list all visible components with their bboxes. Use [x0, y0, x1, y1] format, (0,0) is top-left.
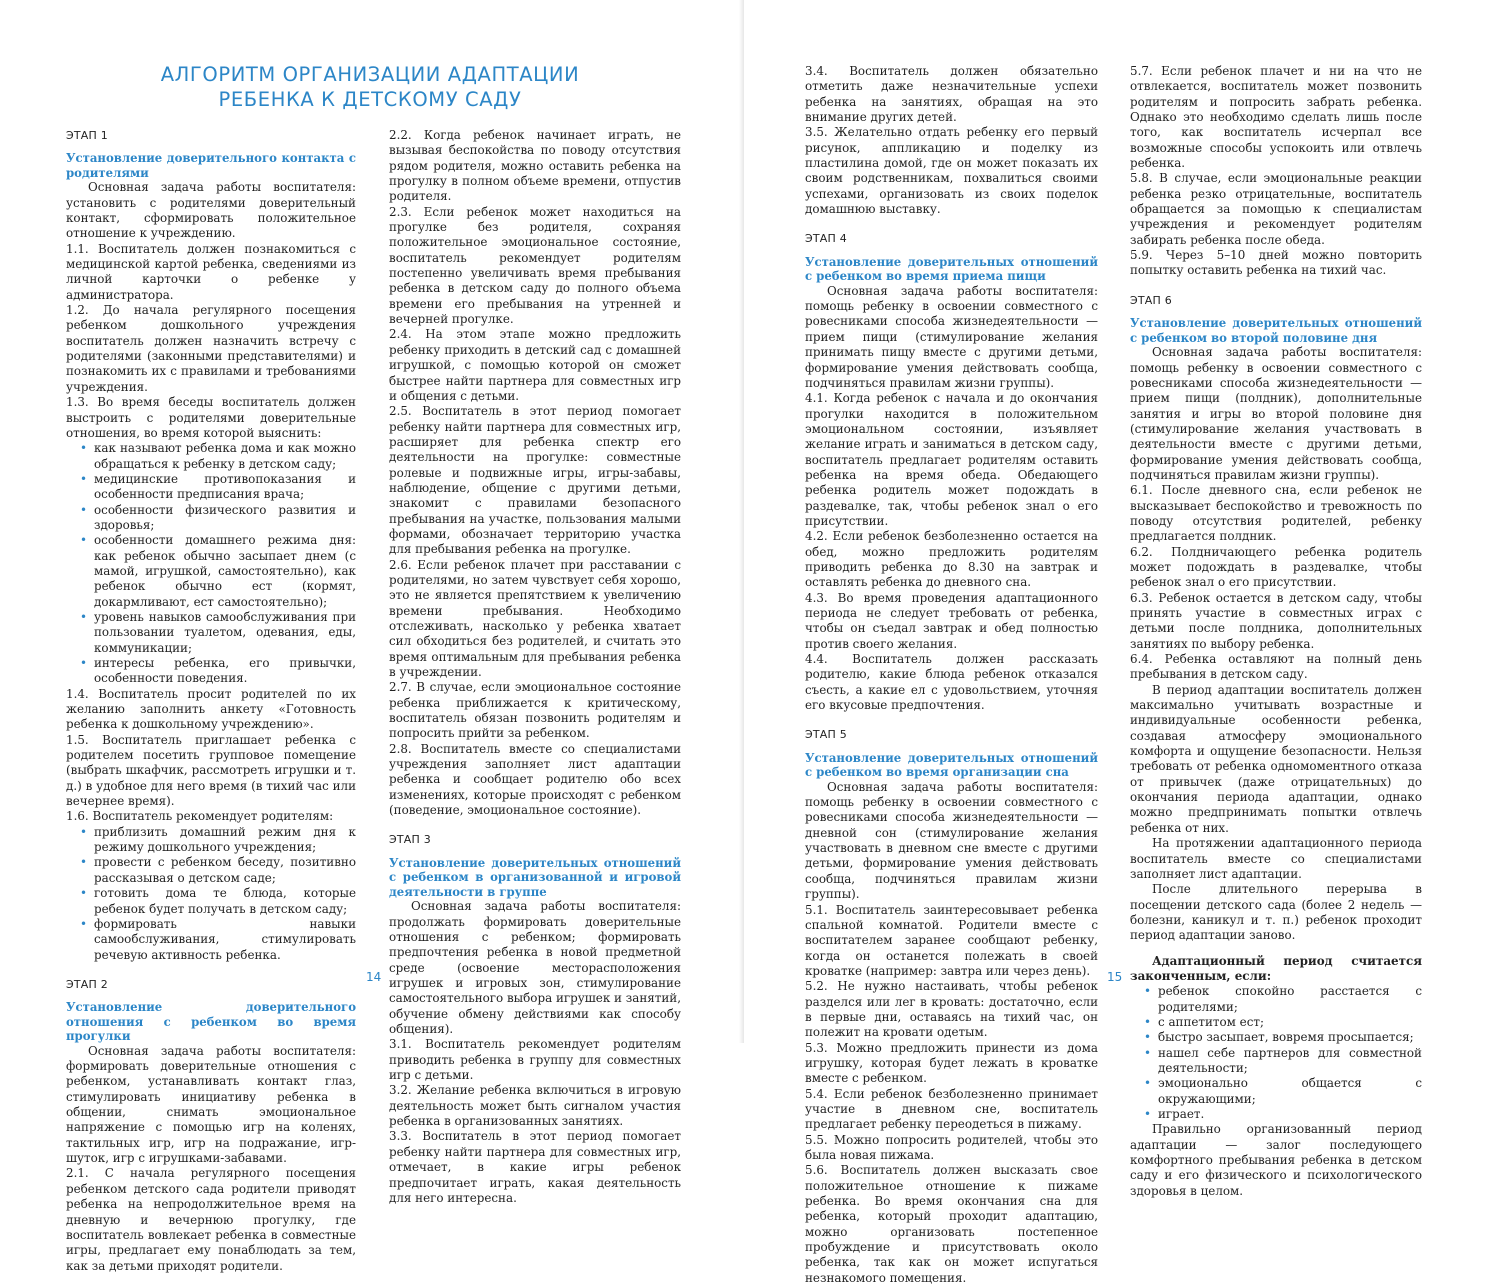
paragraph: 4.4. Воспитатель должен рассказать родителю, какие блюда ребенок отказался съесть, а какие ел с удовольствием, уточняя его вкусовые предпочтения. [805, 652, 1098, 713]
column-2 [389, 128, 681, 1206]
stage-2-intro: Основная задача работы воспитателя: формировать доверительные отношения с ребенком, устанавливать контакт глаз, стимулировать инициативу ребенка в общении, снимать эмоциональное напряжение с помощью игр на коленях, тактильных игр, игр на подражание, игр-шуток, игр с игрушками-забавами. [66, 1043, 356, 1166]
paragraph: 5.5. Можно попросить родителей, чтобы это была новая пижама. [805, 1132, 1098, 1162]
list-item: • с аппетитом ест; [1158, 1015, 1422, 1030]
stage-1-intro: Основная задача работы воспитателя: установить с родителями доверительный контакт, сформировать положительное отношение к учреждению. [66, 180, 356, 241]
paragraph: 1.5. Воспитатель приглашает ребенка с родителем посетить групповое помещение (выбрать шкафчик, рассмотреть игрушки и т. д.) в удобное для него время (в тихий час или вечернее время). [66, 732, 356, 809]
paragraph: 5.6. Воспитатель должен высказать свое положительное отношение к пижаме ребенка. Во время окончания сна для ребенка, который проходит адаптацию, можно организовать постепенное пробуждение и присутствовать около ребенка, так как он может испугаться незнакомого помещения. [805, 1163, 1098, 1285]
list-item: • провести с ребенком беседу, позитивно рассказывая о детском саде; [94, 855, 356, 886]
page-right [744, 0, 1487, 1285]
paragraph: 3.4. Воспитатель должен обязательно отметить даже незначительные успехи ребенка на занятиях, обращая на это внимание других детей. [805, 64, 1098, 125]
stage-2-label: ЭТАП 2 [66, 977, 108, 991]
paragraph: 4.1. Когда ребенок с начала и до окончания прогулки находится в положительном эмоциональном состоянии, изъявляет желание играть и заниматься в детском саду, воспитатель предлагает родителям оставить ребенка на время обеда. Обедающего ребенка родитель может подождать в раздевалке, так, чтобы ребенок знал о его присутствии. [805, 391, 1098, 528]
stage-4-intro: Основная задача работы воспитателя: помощь ребенку в освоении совместного с ровесниками способа жизнедеятельности — прием пищи (стимулирование желания принимать пищу вместе с другими детьми, формирование умения действовать сообща, подчиняться правилам жизни группы). [805, 283, 1098, 390]
paragraph: 5.8. В случае, если эмоциональные реакции ребенка резко отрицательные, воспитатель обращается за помощью к специалистам учреждения и рекомендует родителям забирать ребенка после обеда. [1130, 171, 1422, 247]
list-item: • готовить дома те блюда, которые ребенок будет получать в детском саду; [94, 886, 356, 917]
paragraph: 1.4. Воспитатель просит родителей по их желанию заполнить анкету «Готовность ребенка к дошкольному учреждению». [66, 686, 356, 732]
paragraph: 6.3. Ребенок остается в детском саду, чтобы принять участие в совместных играх с детьми после полдника, дополнительных занятиях по выбору ребенка. [1130, 590, 1422, 651]
paragraph: 2.7. В случае, если эмоциональное состояние ребенка приближается к критическому, воспитатель обязан позвонить родителям и попросить прийти за ребенком. [389, 680, 681, 741]
column-1 [66, 128, 356, 1274]
completion-criteria-list [1130, 984, 1422, 1122]
stage-3-intro: Основная задача работы воспитателя: продолжать формировать доверительные отношения с ребенком; формировать предпочтения ребенка в новой предметной среде (освоение месторасположения игрушек и игровых зон, стимулирование самостоятельного выбора игрушек и занятий, обучение обмену действиями как способу общения). [389, 899, 681, 1037]
stage-6-heading: Установление доверительных отношений с ребенком во второй половине дня [1130, 316, 1422, 345]
stage-4-label: ЭТАП 4 [805, 232, 847, 246]
column-4 [1130, 64, 1422, 1199]
paragraph: 5.2. Не нужно настаивать, чтобы ребенок разделся или лег в кровать: достаточно, если в первые дни, оставаясь на тихий час, он полежит на кровати одетым. [805, 979, 1098, 1040]
paragraph: 1.2. До начала регулярного посещения ребенком дошкольного учреждения воспитатель должен назначить встречу с родителями (законными представителями) и познакомить их с правилами и требованиями учреждения. [66, 303, 356, 394]
paragraph: 3.5. Желательно отдать ребенку его первый рисунок, аппликацию и поделку из пластилина домой, где он может показать их своим родственникам, похвалиться своими успехами, организовать из своих поделок домашнюю выставку. [805, 125, 1098, 217]
list-item: • ребенок спокойно расстается с родителями; [1158, 984, 1422, 1015]
paragraph: 4.2. Если ребенок безболезненно остается на обед, можно предложить родителям приводить ребенка до 8.30 на завтрак и оставлять ребенка до дневного сна. [805, 529, 1098, 590]
page-title [70, 62, 670, 112]
title-line-1: АЛГОРИТМ ОРГАНИЗАЦИИ АДАПТАЦИИ [160, 63, 580, 86]
paragraph: 3.3. Воспитатель в этот период помогает ребенку найти партнера для совместных игр, отмечает, в какие игры ребенок предпочитает играть, какая деятельность для него интересна. [389, 1129, 681, 1205]
stage-6-label: ЭТАП 6 [1130, 293, 1172, 307]
paragraph: 5.3. Можно предложить принести из дома игрушку, которая будет лежать в кроватке вместе с ребенком. [805, 1040, 1098, 1086]
paragraph: На протяжении адаптационного периода воспитатель вместе со специалистами заполняет лист адаптации. [1130, 836, 1422, 881]
paragraph: 3.2. Желание ребенка включиться в игровую деятельность может быть сигналом участия ребенка в организованных занятиях. [389, 1083, 681, 1129]
list-item: • уровень навыков самообслуживания при пользовании туалетом, одевания, еды, коммуникации; [94, 610, 356, 656]
list-item: • нашел себе партнеров для совместной деятельности; [1158, 1046, 1422, 1077]
paragraph: 1.3. Во время беседы воспитатель должен выстроить с родителями доверительные отношения, во время которой выяснить: [66, 395, 356, 440]
paragraph: В период адаптации воспитатель должен максимально учитывать возрастные и индивидуальные особенности ребенка, создавая атмосферу эмоционального комфорта и ощущение безопасности. Нельзя требовать от ребенка одномоментного отказа от привычек (даже отрицательных) до окончания периода адаптации, однако можно предпринимать попытки отвлечь ребенка от них. [1130, 682, 1422, 835]
stage-5-heading: Установление доверительных отношений с ребенком во время организации сна [805, 750, 1098, 780]
paragraph: 2.8. Воспитатель вместе со специалистами учреждения заполняет лист адаптации ребенка и сообщает родителю обо всех изменениях, которые происходят с ребенком (поведение, эмоциональное состояние). [389, 741, 681, 818]
stage-1-heading: Установление доверительного контакта с родителями [66, 151, 356, 180]
paragraph: 2.6. Если ребенок плачет при расставании с родителями, но затем чувствует себя хорошо, это не является препятствием к увеличению времени пребывания. Необходимо отслеживать, насколько у ребенка хватает сил обходиться без родителей, и считать это время оптимальным для пребывания ребенка в учреждении. [389, 557, 681, 680]
paragraph: 5.1. Воспитатель заинтересовывает ребенка спальной комнатой. Родители вместе с воспитателем заранее сообщают ребенку, когда он останется полежать в своей кроватке (например: завтра или через день). [805, 902, 1098, 978]
paragraph: 1.1. Воспитатель должен познакомиться с медицинской картой ребенка, сведениями из личной карточки о ребенке у администратора. [66, 241, 356, 302]
title-line-2: РЕБЕНКА К ДЕТСКОМУ САДУ [218, 88, 522, 111]
page-number-right: 15 [1107, 970, 1123, 984]
paragraph: Правильно организованный период адаптации — залог последующего комфортного пребывания ребенка в детском саду и его физического и психологического здоровья в целом. [1130, 1122, 1422, 1198]
paragraph: 4.3. Во время проведения адаптационного периода не следует требовать от ребенка, чтобы он съедал завтрак и обед полностью против своего желания. [805, 590, 1098, 651]
list-item: • играет. [1158, 1107, 1422, 1122]
paragraph: 6.1. После дневного сна, если ребенок не высказывает беспокойство и тревожность по поводу отсутствия родителей, ребенку предлагается полдник. [1130, 483, 1422, 544]
stage-3-heading: Установление доверительных отношений с ребенком в организованной и игровой деятельности в группе [389, 855, 681, 899]
paragraph: 5.4. Если ребенок безболезненно принимает участие в дневном сне, воспитатель предлагает ребенку переодеться в пижаму. [805, 1086, 1098, 1132]
list-item: • быстро засыпает, вовремя просыпается; [1158, 1030, 1422, 1045]
stage-3-label: ЭТАП 3 [389, 833, 431, 847]
stage-2-heading: Установление доверительного отношения с ребенком во время прогулки [66, 1000, 356, 1044]
paragraph: 2.1. С начала регулярного посещения ребенком детского сада родители приводят ребенка на непродолжительное время на дневную и вечернюю прогулку, где воспитатель вовлекает ребенка в совместные игры, предлагает ему понаблюдать за тем, как за детьми приходят родители. [66, 1166, 356, 1273]
list-item: • как называют ребенка дома и как можно обращаться к ребенку в детском саду; [94, 441, 356, 472]
paragraph: 2.3. Если ребенок может находиться на прогулке без родителя, сохраняя положительное эмоциональное состояние, воспитатель рекомендует родителям постепенно увеличивать время пребывания ребенка в детском саду до полного объема времени его пребывания на утренней и вечерней прогулке. [389, 204, 681, 327]
paragraph: После длительного перерыва в посещении детского сада (более 2 недель — болезни, каникул и т. п.) ребенок проходит период адаптации заново. [1130, 882, 1422, 943]
paragraph: 3.1. Воспитатель рекомендует родителям приводить ребенка в группу для совместных игр с детьми. [389, 1037, 681, 1083]
list-item: • медицинские противопоказания и особенности предписания врача; [94, 472, 356, 503]
completion-criteria-heading: Адаптационный период считается законченным, если: [1130, 953, 1422, 983]
paragraph: 6.4. Ребенка оставляют на полный день пребывания в детском саду. [1130, 652, 1422, 682]
paragraph: 5.9. Через 5–10 дней можно повторить попытку оставить ребенка на тихий час. [1130, 248, 1422, 278]
column-3 [805, 64, 1098, 1286]
list-item: • интересы ребенка, его привычки, особенности поведения. [94, 656, 356, 687]
stage-6-intro: Основная задача работы воспитателя: помощь ребенку в освоении совместного с ровесниками способа жизнедеятельности — прием пищи (полдник), дополнительные занятия и игры во второй половине дня (стимулирование желания участвовать в деятельности вместе с другими детьми, формирование умения действовать сообща, подчиняться правилам жизни группы). [1130, 345, 1422, 482]
paragraph: 6.2. Полдничающего ребенка родитель может подождать в раздевалке, чтобы ребенок знал о его присутствии. [1130, 544, 1422, 590]
page-left [0, 0, 743, 1273]
paragraph: 1.6. Воспитатель рекомендует родителям: [66, 809, 334, 824]
list-item: • особенности домашнего режима дня: как ребенок обычно засыпает днем (с мамой, игрушкой, самостоятельно), как ребенок обычно ест (кормят, докармливают, ест самостоятельно); [94, 533, 356, 610]
paragraph: 5.7. Если ребенок плачет и ни на что не отвлекается, воспитатель может позвонить родителям и попросить забрать ребенка. Однако это необходимо сделать лишь после того, как воспитатель исчерпал все возможные способы успокоить или отвлечь ребенка. [1130, 64, 1422, 171]
stage-5-intro: Основная задача работы воспитателя: помощь ребенку в освоении совместного с ровесниками способа жизнедеятельности — дневной сон (стимулирование желания участвовать в дневном сне вместе с другими детьми, формирование умения действовать сообща, подчиняться правилам жизни группы). [805, 779, 1098, 902]
paragraph: 2.4. На этом этапе можно предложить ребенку приходить в детский сад с домашней игрушкой, с помощью которой он сможет быстрее найти партнера для совместных игр и общения с детьми. [389, 327, 681, 403]
stage-1-label: ЭТАП 1 [66, 129, 108, 142]
list-item: • эмоционально общается с окружающими; [1158, 1076, 1422, 1107]
paragraph: 2.2. Когда ребенок начинает играть, не вызывая беспокойства по поводу отсутствия рядом родителя, можно оставить ребенка на прогулку в полном объеме времени, отпустив родителя. [389, 128, 681, 204]
stage-4-heading: Установление доверительных отношений с ребенком во время приема пищи [805, 254, 1098, 284]
list-item: • приблизить домашний режим дня к режиму дошкольного учреждения; [94, 825, 356, 856]
page-number-left: 14 [366, 970, 382, 984]
stage-1-list [66, 441, 356, 687]
list-item: • особенности физического развития и здоровья; [94, 503, 356, 534]
list-item: • формировать навыки самообслуживания, стимулировать речевую активность ребенка. [94, 917, 356, 963]
stage-1-recommendations [66, 825, 356, 963]
stage-5-label: ЭТАП 5 [805, 728, 847, 742]
paragraph: 2.5. Воспитатель в этот период помогает ребенку найти партнера для совместных игр, расширяет для ребенка спектр его деятельности на прогулке: совместные ролевые и подвижные игры, игры-забавы, наблюдение, общение с другими детьми, знакомит с правилами безопасного пребывания на участке, пользования малыми формами, обозначает территорию участка для пребывания ребенка на прогулке. [389, 404, 681, 557]
